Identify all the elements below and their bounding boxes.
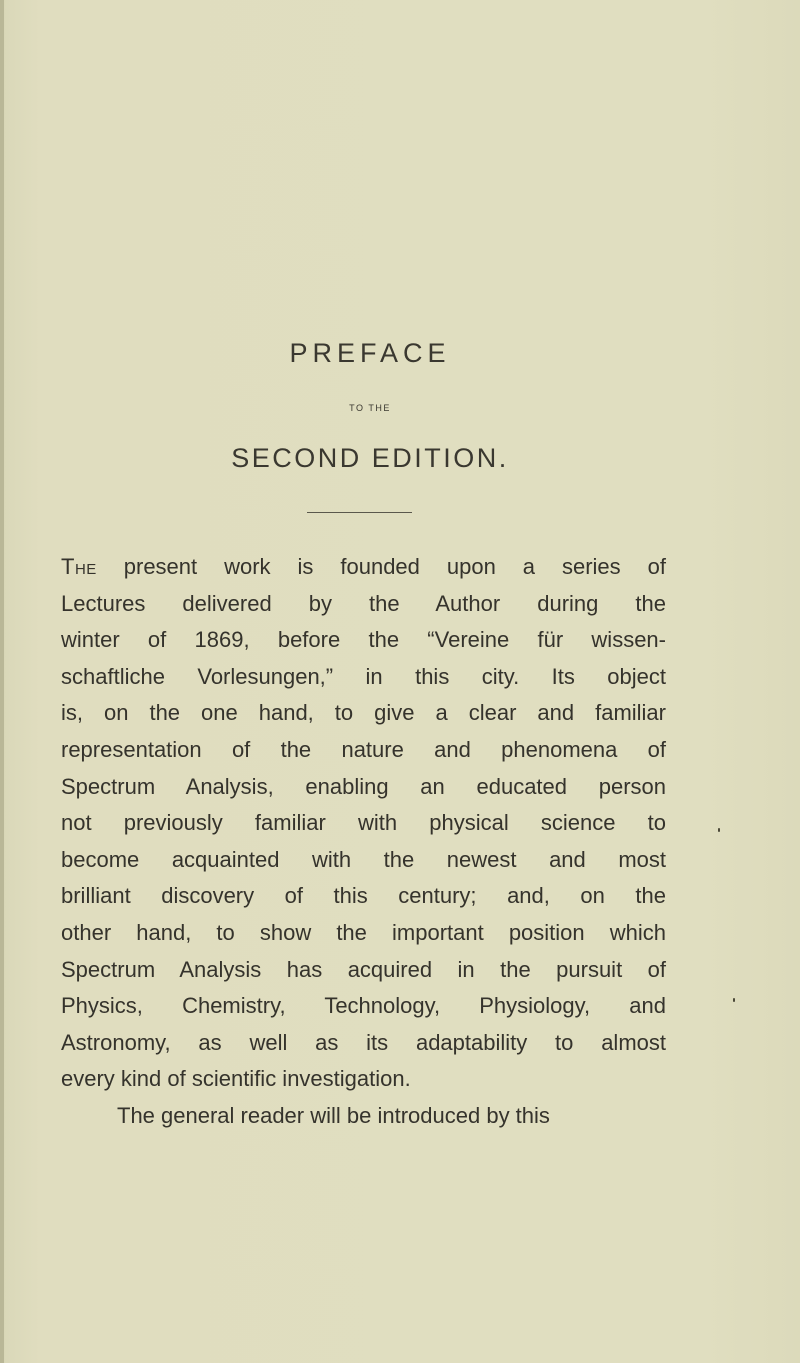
title-connector: TO THE — [349, 403, 391, 413]
text-line: winter of 1869, before the “Vereine für wissen- — [61, 627, 666, 653]
page-edge-shadow — [0, 0, 4, 1363]
text-line: become acquainted with the newest and most — [61, 846, 666, 872]
text-line: Spectrum Analysis has acquired in the pursuit of — [61, 956, 666, 982]
text-line-content: present work is founded upon a series of — [96, 554, 666, 579]
preface-body — [61, 549, 666, 1135]
text-line: representation of the nature and phenomena of — [61, 736, 666, 762]
text-line: is, on the one hand, to give a clear and familiar — [61, 700, 666, 726]
title-divider-rule — [307, 512, 412, 513]
text-line: Physics, Chemistry, Technology, Physiology, and — [61, 993, 666, 1019]
text-line: Astronomy, as well as its adaptability to almost — [61, 1029, 666, 1055]
text-line: brilliant discovery of this century; and, on the — [61, 883, 666, 909]
text-line: every kind of scientific investigation. — [61, 1066, 411, 1092]
lead-word: The — [61, 554, 97, 579]
paper-speck — [733, 998, 735, 1002]
paper-speck — [718, 828, 720, 832]
text-line: not previously familiar with physical science to — [61, 810, 666, 836]
text-line: Spectrum Analysis, enabling an educated person — [61, 773, 666, 799]
page-title: PREFACE — [289, 338, 451, 368]
text-line: other hand, to show the important position which — [61, 919, 666, 945]
text-line — [61, 549, 666, 586]
text-line: The general reader will be introduced by this — [117, 1102, 550, 1128]
text-line: Lectures delivered by the Author during the — [61, 590, 666, 616]
text-line: schaftliche Vorlesungen,” in this city. Its object — [61, 663, 666, 689]
page-subtitle: SECOND EDITION. — [231, 443, 509, 473]
